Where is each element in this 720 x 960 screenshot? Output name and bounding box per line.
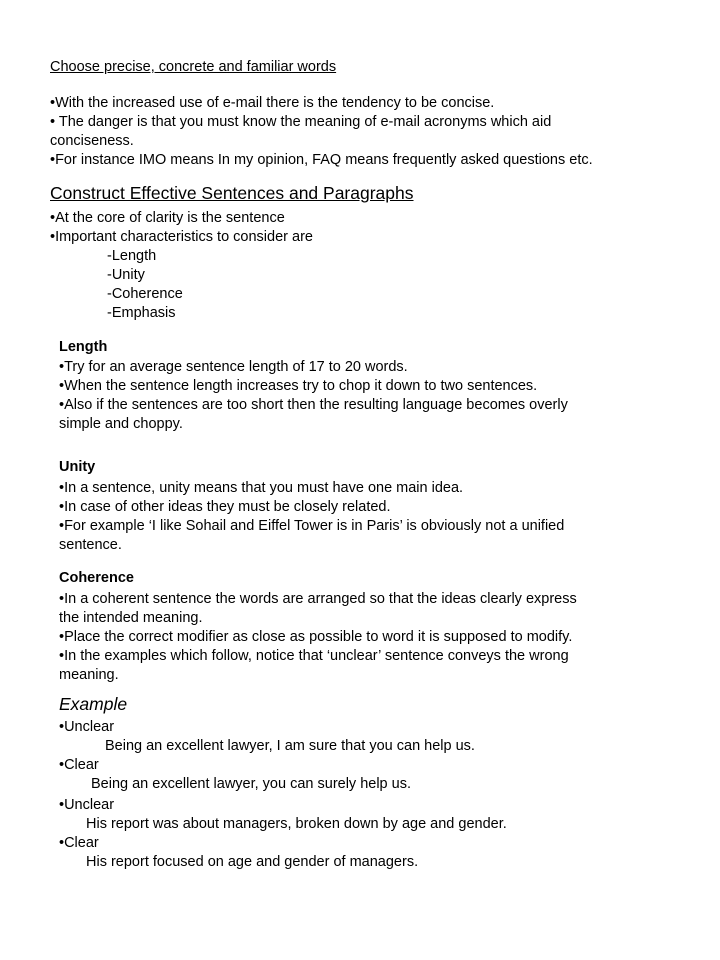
bullet-line: •At the core of clarity is the sentence: [50, 210, 285, 226]
body-line: •In the examples which follow, notice that ‘unclear’ sentence conveys the wrong: [59, 648, 569, 664]
example-clear-text: His report focused on age and gender of managers.: [86, 854, 419, 870]
body-line: sentence.: [59, 537, 122, 553]
subheading-coherence: Coherence: [59, 570, 134, 586]
subheading-unity: Unity: [59, 459, 96, 475]
body-line: •In a sentence, unity means that you must have one main idea.: [59, 480, 464, 496]
coherence-lines: [59, 590, 577, 685]
characteristic-item: -Length: [107, 248, 157, 264]
body-line: meaning.: [59, 667, 119, 683]
unity-lines: [59, 479, 564, 555]
word-choice-bullets: [50, 94, 593, 170]
characteristic-item: -Unity: [107, 267, 145, 283]
body-line: the intended meaning.: [59, 610, 203, 626]
example-clear-label: •Clear: [59, 757, 99, 773]
bullet-line: •Important characteristics to consider are: [50, 229, 313, 245]
example-clear-label: •Clear: [59, 835, 99, 851]
example-clear-text: Being an excellent lawyer, you can surely help us.: [91, 776, 411, 792]
subheading-length: Length: [59, 339, 108, 355]
section-heading-word-choice: Choose precise, concrete and familiar words: [50, 59, 337, 75]
body-line: •Try for an average sentence length of 17 to 20 words.: [59, 359, 408, 375]
body-line: •In case of other ideas they must be closely related.: [59, 499, 391, 515]
body-line: •Place the correct modifier as close as possible to word it is supposed to modify.: [59, 629, 573, 645]
characteristic-item: -Coherence: [107, 286, 183, 302]
body-line: •In a coherent sentence the words are arranged so that the ideas clearly express: [59, 591, 577, 607]
length-lines: [59, 358, 568, 434]
example-unclear-label: •Unclear: [59, 797, 115, 813]
example-unclear-text: His report was about managers, broken down by age and gender.: [86, 816, 507, 832]
bullet-line: conciseness.: [50, 133, 134, 149]
bullet-line: •For instance IMO means In my opinion, FAQ means frequently asked questions etc.: [50, 152, 593, 168]
example-unclear-text: Being an excellent lawyer, I am sure that you can help us.: [105, 738, 475, 754]
sentences-bullets: [50, 209, 313, 247]
example-heading: Example: [59, 694, 128, 714]
bullet-line: • The danger is that you must know the meaning of e-mail acronyms which aid: [50, 114, 552, 130]
characteristics-list: [107, 247, 183, 323]
body-line: •For example ‘I like Sohail and Eiffel Tower is in Paris’ is obviously not a unified: [59, 518, 565, 534]
example-unclear-label: •Unclear: [59, 719, 115, 735]
characteristic-item: -Emphasis: [107, 305, 176, 321]
section-heading-sentences: Construct Effective Sentences and Paragraphs: [50, 183, 414, 203]
body-line: •Also if the sentences are too short then the resulting language becomes overly: [59, 397, 568, 413]
body-line: •When the sentence length increases try to chop it down to two sentences.: [59, 378, 538, 394]
bullet-line: •With the increased use of e-mail there is the tendency to be concise.: [50, 95, 495, 111]
body-line: simple and choppy.: [59, 416, 183, 432]
